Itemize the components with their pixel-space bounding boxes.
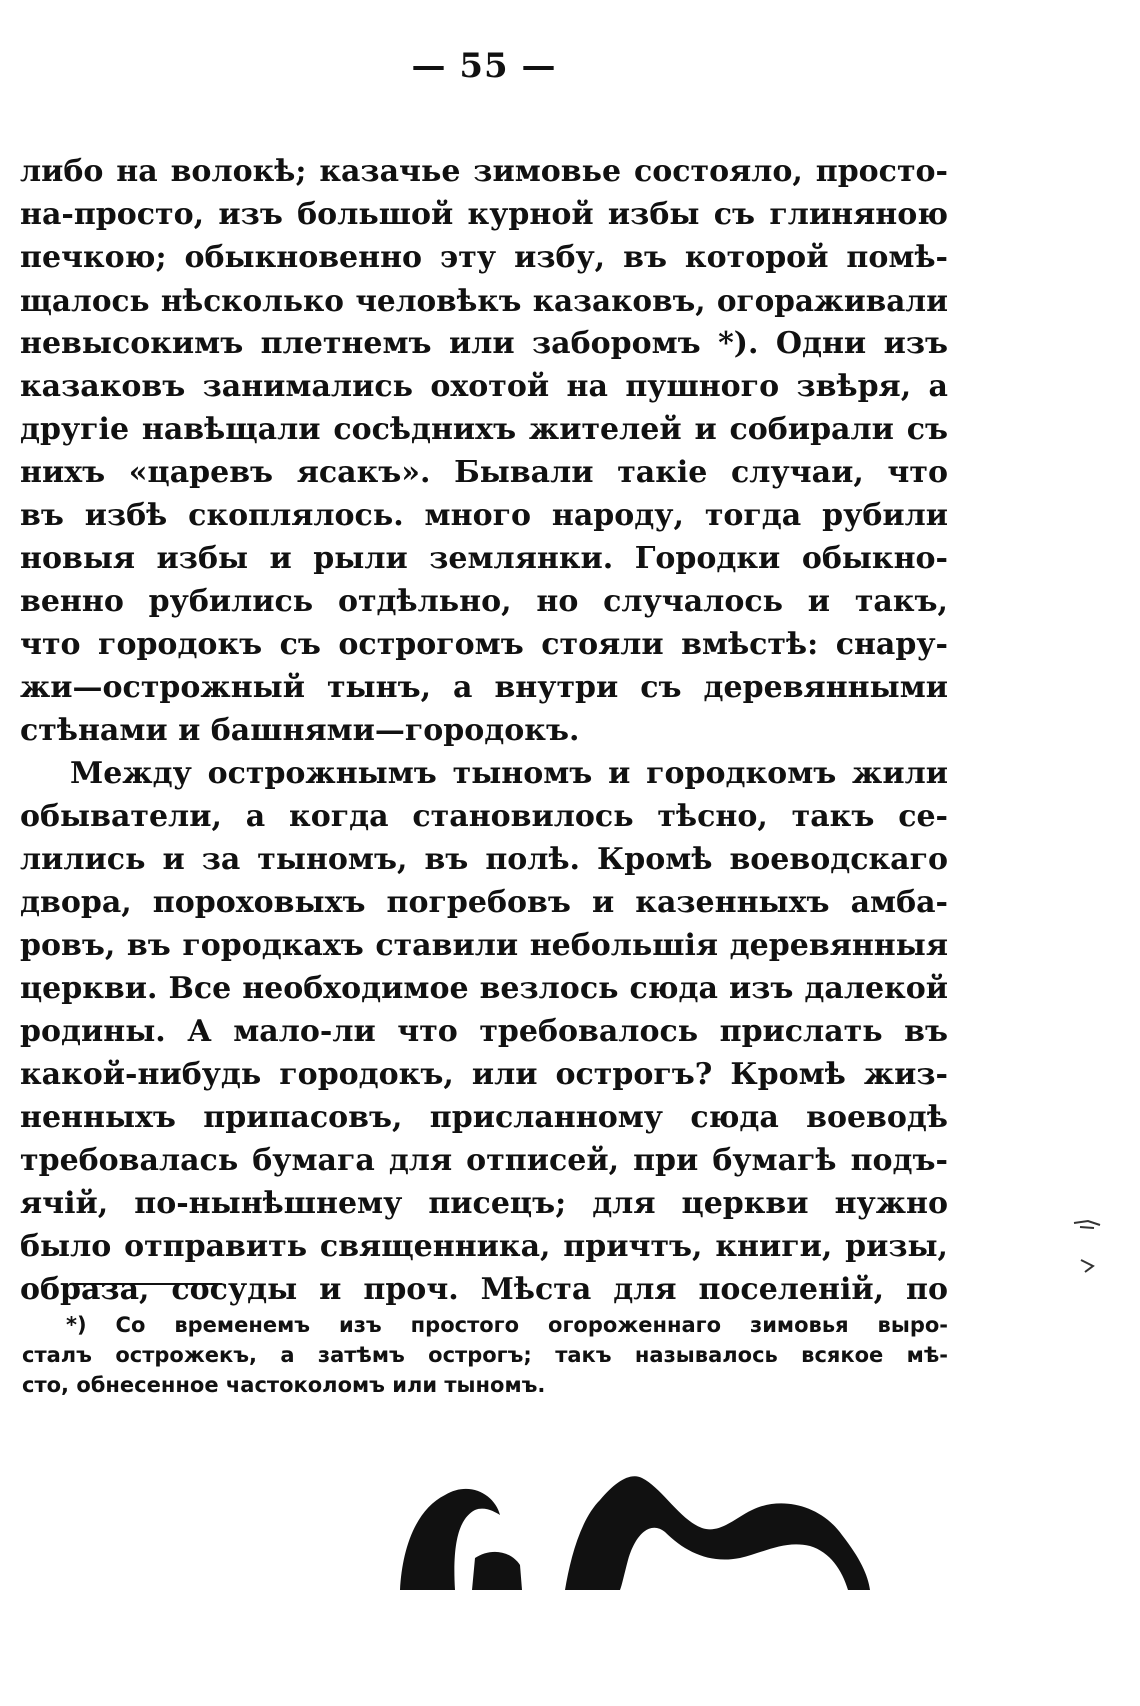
body-line: въ избѣ скоплялось. много народу, тогда рубили — [20, 498, 948, 533]
footnote-line: *) Со временемъ изъ простого огороженнаго зимовья выро- — [66, 1313, 948, 1337]
body-line: какой-нибудь городокъ, или острогъ? Кромѣ жиз- — [20, 1057, 948, 1092]
body-line: жи—острожный тынъ, а внутри съ деревянными — [20, 670, 948, 705]
body-line: ненныхъ припасовъ, присланному сюда воеводѣ — [20, 1100, 948, 1135]
footnote — [22, 1310, 948, 1400]
body-line: двора, пороховыхъ погребовъ и казенныхъ амба- — [20, 885, 948, 920]
paragraph-first-line: Между острожнымъ тыномъ и городкомъ жили — [70, 756, 948, 791]
page-number: — 55 — — [411, 46, 557, 86]
footnote-line: сталъ острожекъ, а затѣмъ острогъ; такъ называлось всякое мѣ- — [22, 1343, 948, 1367]
footnote-line: сто, обнесенное частоколомъ или тыномъ. — [22, 1373, 546, 1397]
body-text — [20, 150, 948, 1311]
body-line: нихъ «царевъ ясакъ». Бывали такіе случаи, что — [20, 455, 948, 490]
margin-speck — [1070, 1207, 1110, 1247]
body-line: новыя избы и рыли землянки. Городки обыкно- — [20, 541, 948, 576]
body-line: стѣнами и башнями—городокъ. — [20, 713, 580, 748]
body-line: ячій, по-нынѣшнему писецъ; для церкви нужно — [20, 1186, 948, 1221]
body-line: родины. А мало-ли что требовалось прислать въ — [20, 1014, 948, 1049]
body-line: щалось нѣсколько человѣкъ казаковъ, огораживали — [20, 283, 948, 318]
ink-blots — [380, 1440, 890, 1590]
body-line: церкви. Все необходимое везлось сюда изъ далекой — [20, 971, 948, 1006]
body-line: невысокимъ плетнемъ или заборомъ *). Одни изъ — [20, 326, 948, 361]
body-line: что городокъ съ острогомъ стояли вмѣстѣ: снару- — [20, 627, 948, 662]
body-line: ровъ, въ городкахъ ставили небольшія деревянныя — [20, 928, 948, 963]
body-line: требовалась бумага для отписей, при бумагѣ подъ- — [20, 1143, 948, 1178]
margin-speck — [1075, 1248, 1115, 1288]
body-line: казаковъ занимались охотой на пушного звѣря, а — [20, 369, 948, 404]
body-line: венно рубились отдѣльно, но случалось и такъ, — [20, 584, 948, 619]
body-line: на-просто, изъ большой курной избы съ глиняною — [20, 197, 948, 232]
body-line: другіе навѣщали сосѣднихъ жителей и собирали съ — [20, 412, 948, 447]
body-line: было отправить священника, причтъ, книги, ризы, — [20, 1229, 948, 1264]
body-line: образа, сосуды и проч. Мѣста для поселеній, по — [20, 1272, 948, 1307]
footnote-divider — [70, 1283, 222, 1285]
body-line: либо на волокѣ; казачье зимовье состояло, просто- — [20, 154, 948, 189]
body-line: обыватели, а когда становилось тѣсно, такъ се- — [20, 799, 948, 834]
body-line: печкою; обыкновенно эту избу, въ которой помѣ- — [20, 240, 948, 275]
body-line: лились и за тыномъ, въ полѣ. Кромѣ воеводскаго — [20, 842, 948, 877]
